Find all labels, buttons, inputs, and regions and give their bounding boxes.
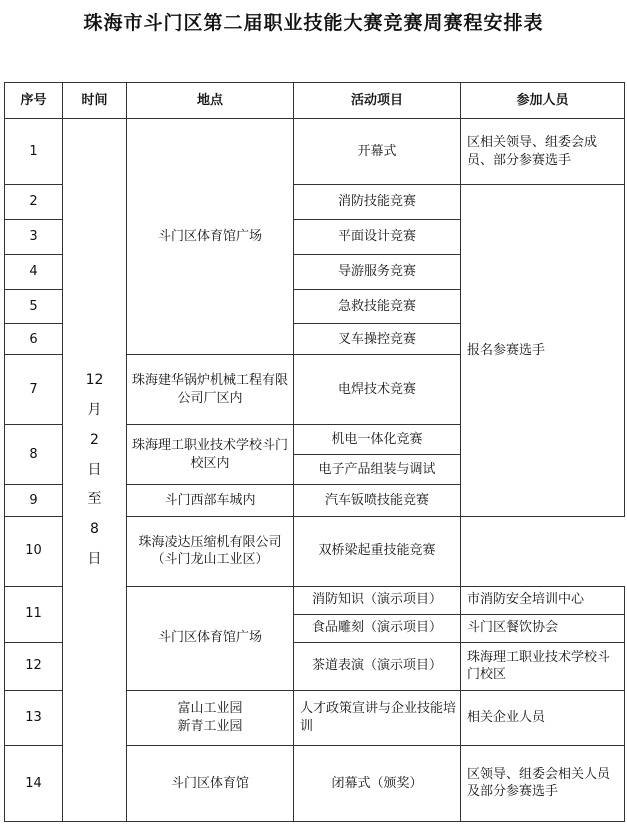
time-line: 2	[90, 431, 99, 448]
participants-cell: 斗门区餐饮协会	[461, 614, 625, 642]
location-line: 新青工业园	[177, 718, 243, 734]
row-number: 10	[5, 516, 63, 586]
time-cell	[63, 119, 127, 822]
row-number: 3	[5, 220, 63, 255]
activity-cell: 食品雕刻（演示项目）	[294, 614, 461, 642]
activity-cell: 电焊技术竞赛	[294, 355, 461, 425]
header-no: 序号	[5, 83, 63, 119]
activity-cell: 叉车操控竞赛	[294, 324, 461, 355]
time-line: 日	[87, 461, 102, 478]
activity-cell: 双桥梁起重技能竞赛	[294, 516, 461, 586]
activity-cell: 导游服务竞赛	[294, 255, 461, 290]
time-line: 8	[90, 521, 99, 538]
location-line: 富山工业园	[177, 701, 243, 717]
row-number: 14	[5, 745, 63, 821]
location-cell: 斗门区体育馆广场	[127, 119, 294, 355]
location-cell: 珠海凌达压缩机有限公司（斗门龙山工业区）	[127, 516, 294, 586]
header-time: 时间	[63, 83, 127, 119]
row-number: 6	[5, 324, 63, 355]
row-number: 7	[5, 355, 63, 425]
activity-cell: 急救技能竞赛	[294, 290, 461, 324]
row-number: 8	[5, 425, 63, 485]
header-location: 地点	[127, 83, 294, 119]
row-number: 4	[5, 255, 63, 290]
participants-cell: 珠海理工职业技术学校斗门校区	[461, 642, 625, 690]
activity-cell: 闭幕式（颁奖）	[294, 745, 461, 821]
row-number: 5	[5, 290, 63, 324]
location-cell: 斗门区体育馆广场	[127, 586, 294, 690]
activity-cell: 平面设计竞赛	[294, 220, 461, 255]
row-number: 2	[5, 185, 63, 220]
time-line: 12	[85, 371, 104, 388]
time-line: 月	[87, 401, 102, 418]
activity-cell: 消防知识（演示项目）	[294, 586, 461, 614]
activity-cell: 人才政策宣讲与企业技能培训	[294, 690, 461, 745]
row-number: 13	[5, 690, 63, 745]
header-activity: 活动项目	[294, 83, 461, 119]
participants-cell: 相关企业人员	[461, 690, 625, 745]
activity-cell: 机电一体化竞赛	[294, 425, 461, 455]
page-title: 珠海市斗门区第二届职业技能大赛竞赛周赛程安排表	[83, 12, 544, 34]
participants-cell: 区相关领导、组委会成员、部分参赛选手	[461, 119, 625, 185]
row-number: 1	[5, 119, 63, 185]
table-row	[5, 119, 625, 185]
activity-cell: 汽车钣喷技能竞赛	[294, 485, 461, 516]
location-cell: 珠海建华锅炉机械工程有限公司厂区内	[127, 355, 294, 425]
schedule-table	[4, 82, 625, 822]
activity-cell: 开幕式	[294, 119, 461, 185]
activity-cell: 消防技能竞赛	[294, 185, 461, 220]
participants-cell: 市消防安全培训中心	[461, 586, 625, 614]
time-line: 日	[87, 551, 102, 568]
row-number: 12	[5, 642, 63, 690]
location-cell: 斗门西部车城内	[127, 485, 294, 516]
row-number: 11	[5, 586, 63, 642]
activity-cell: 茶道表演（演示项目）	[294, 642, 461, 690]
time-line: 至	[87, 491, 102, 508]
header-participants: 参加人员	[461, 83, 625, 119]
header-row	[5, 83, 625, 119]
location-cell	[127, 690, 294, 745]
participants-cell: 报名参赛选手	[461, 185, 625, 516]
row-number: 9	[5, 485, 63, 516]
location-cell: 珠海理工职业技术学校斗门校区内	[127, 425, 294, 485]
participants-cell: 区领导、组委会相关人员及部分参赛选手	[461, 745, 625, 821]
location-cell: 斗门区体育馆	[127, 745, 294, 821]
activity-cell: 电子产品组装与调试	[294, 455, 461, 485]
